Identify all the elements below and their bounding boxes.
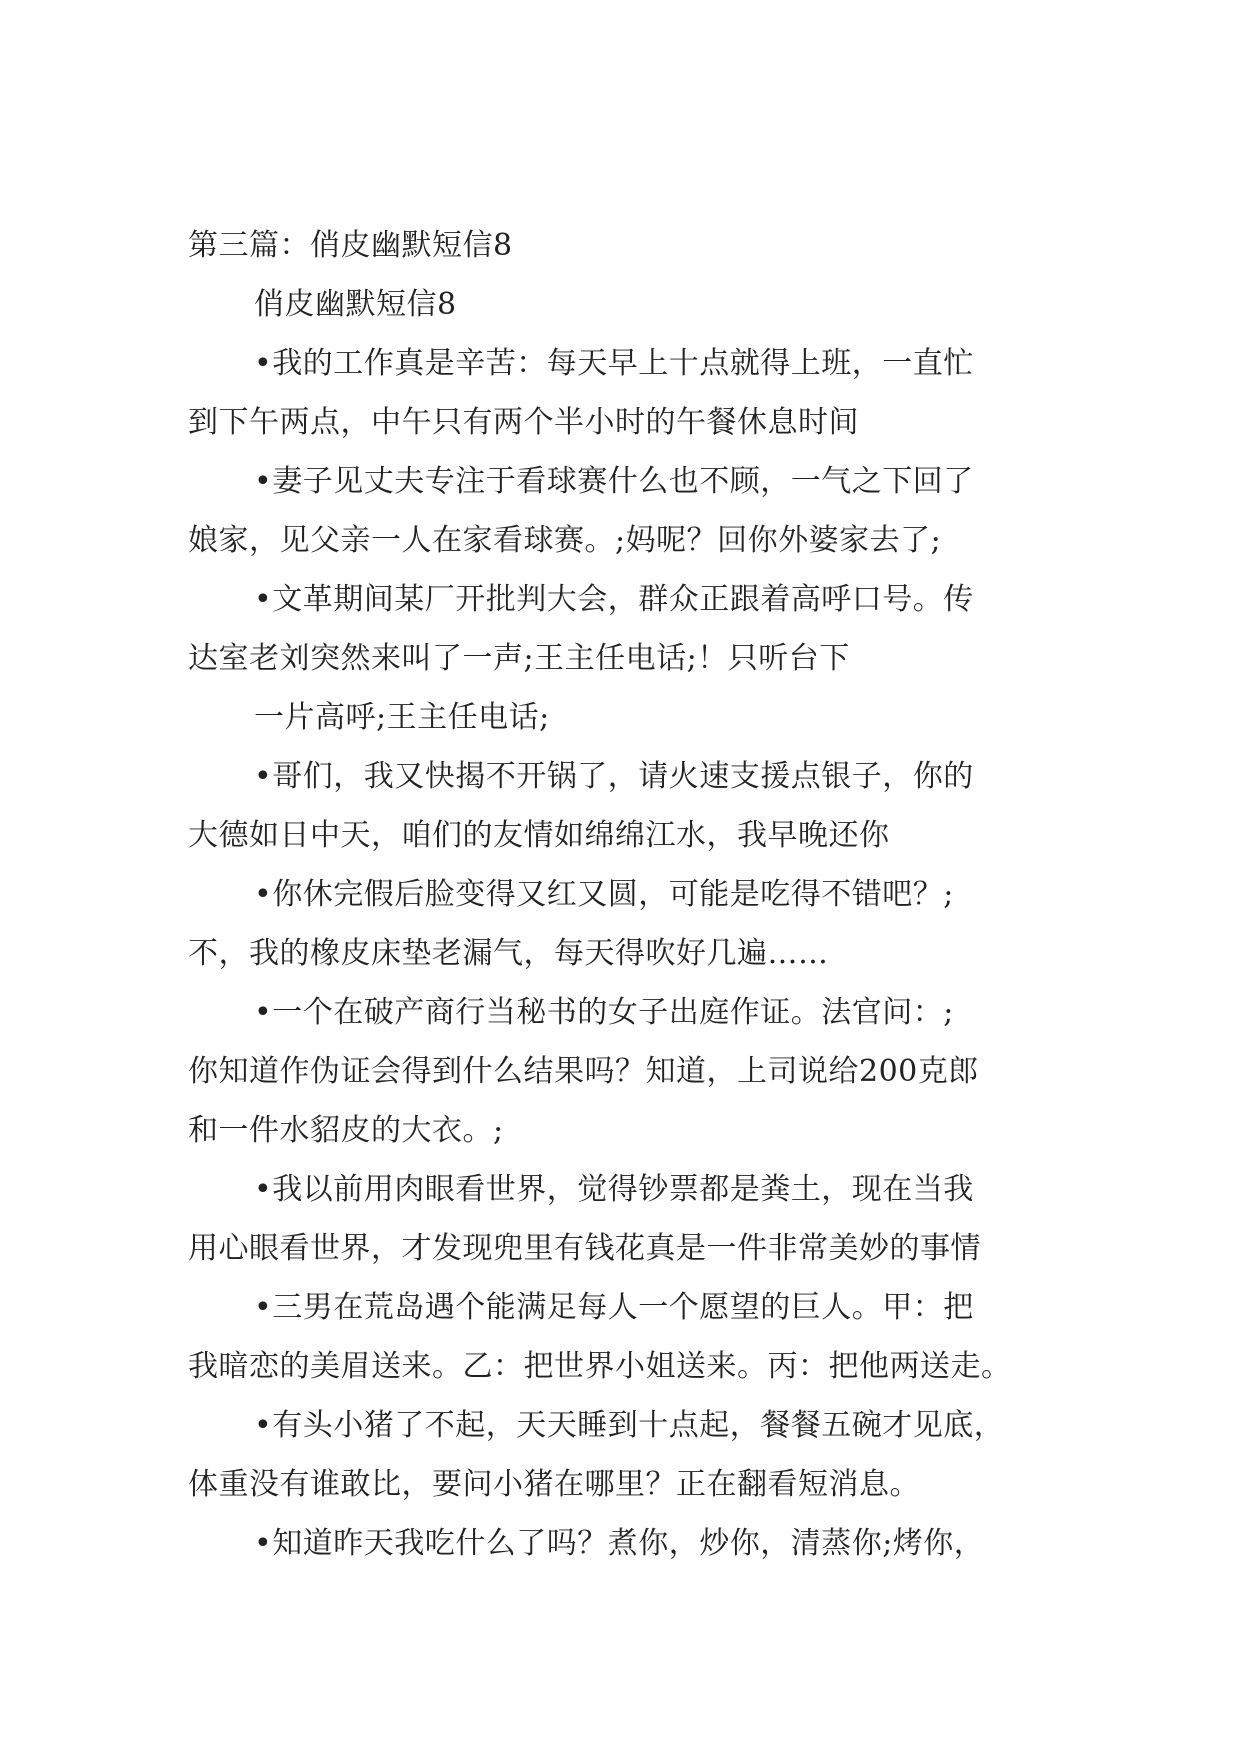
text-line: 用心眼看世界，才发现兜里有钱花真是一件非常美妙的事情 <box>188 1231 981 1266</box>
text-line: •一个在破产商行当秘书的女子出庭作证。法官问：; <box>254 995 954 1030</box>
text-line: •我以前用肉眼看世界，觉得钞票都是粪土，现在当我 <box>254 1172 974 1207</box>
text-line: 娘家，见父亲一人在家看球赛。;妈呢？回你外婆家去了; <box>188 523 942 558</box>
text-line: •文革期间某厂开批判大会，群众正跟着高呼口号。传 <box>254 582 974 617</box>
text-line: 不，我的橡皮床垫老漏气，每天得吹好几遍…… <box>188 936 829 971</box>
text-line: •有头小猪了不起，天天睡到十点起，餐餐五碗才见底， <box>254 1408 1005 1443</box>
text-line: •我的工作真是辛苦：每天早上十点就得上班，一直忙 <box>254 346 974 381</box>
text-line: 体重没有谁敢比，要问小猪在哪里？正在翻看短消息。 <box>188 1467 920 1502</box>
chapter-title: 第三篇：俏皮幽默短信8 <box>188 228 513 263</box>
text-line: •妻子见丈夫专注于看球赛什么也不顾，一气之下回了 <box>254 464 974 499</box>
text-line: •三男在荒岛遇个能满足每人一个愿望的巨人。甲：把 <box>254 1290 974 1325</box>
text-line: 一片高呼;王主任电话; <box>254 700 550 735</box>
subtitle: 俏皮幽默短信8 <box>254 287 457 322</box>
text-line: •知道昨天我吃什么了吗？煮你，炒你，清蒸你;烤你， <box>254 1526 985 1561</box>
text-line: 到下午两点，中午只有两个半小时的午餐休息时间 <box>188 405 859 440</box>
text-line: 你知道作伪证会得到什么结果吗？知道，上司说给200克郎 <box>188 1054 979 1089</box>
text-line: 达室老刘突然来叫了一声;王主任电话;！只听台下 <box>188 641 850 676</box>
text-line: •你休完假后脸变得又红又圆，可能是吃得不错吧？; <box>254 877 954 912</box>
text-line: 大德如日中天，咱们的友情如绵绵江水，我早晚还你 <box>188 818 890 853</box>
text-line: 我暗恋的美眉送来。乙：把世界小姐送来。丙：把他两送走。 <box>188 1349 1012 1384</box>
document-body <box>188 216 1058 1573</box>
text-line: 和一件水貂皮的大衣。; <box>188 1113 504 1148</box>
text-line: •哥们，我又快揭不开锅了，请火速支援点银子，你的 <box>254 759 974 794</box>
